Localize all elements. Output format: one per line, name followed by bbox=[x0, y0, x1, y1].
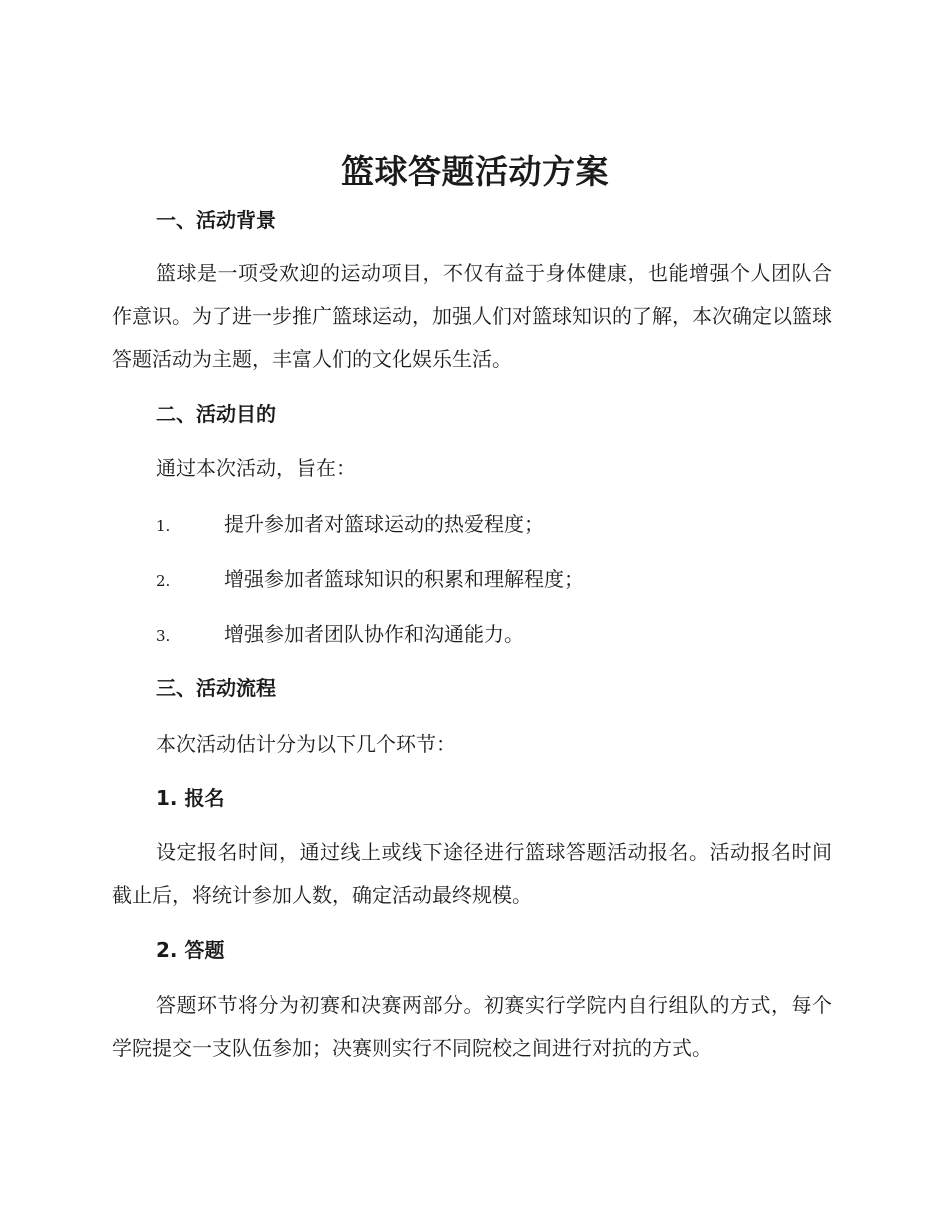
list-item-text: 提升参加者对篮球运动的热爱程度； bbox=[224, 512, 544, 536]
list-item-number: 2. bbox=[156, 572, 171, 590]
paragraph-registration: 设定报名时间，通过线上或线下途径进行篮球答题活动报名。活动报名时间截止后，将统计参加人数，确定活动最终规模。 bbox=[112, 840, 832, 907]
section-heading-background: 一、活动背景 bbox=[156, 208, 276, 232]
subsection-heading-registration: 1. 报名 bbox=[156, 786, 225, 810]
list-item bbox=[156, 620, 524, 650]
list-item-number: 1. bbox=[156, 517, 171, 535]
document-title: 篮球答题活动方案 bbox=[341, 152, 609, 191]
section-heading-purpose: 二、活动目的 bbox=[156, 402, 276, 426]
paragraph-quiz: 答题环节将分为初赛和决赛两部分。初赛实行学院内自行组队的方式，每个学院提交一支队伍参加；决赛则实行不同院校之间进行对抗的方式。 bbox=[112, 993, 832, 1060]
process-intro: 本次活动估计分为以下几个环节： bbox=[156, 732, 456, 756]
section-heading-process: 三、活动流程 bbox=[156, 676, 276, 700]
paragraph-background: 篮球是一项受欢迎的运动项目，不仅有益于身体健康，也能增强个人团队合作意识。为了进一步推广篮球运动，加强人们对篮球知识的了解，本次确定以篮球答题活动为主题，丰富人们的文化娱乐生活。 bbox=[112, 261, 832, 371]
list-item bbox=[156, 510, 544, 540]
list-item bbox=[156, 565, 584, 595]
list-item-number: 3. bbox=[156, 627, 171, 645]
subsection-heading-quiz: 2. 答题 bbox=[156, 938, 225, 962]
purpose-intro: 通过本次活动，旨在： bbox=[156, 456, 356, 480]
list-item-text: 增强参加者团队协作和沟通能力。 bbox=[224, 622, 524, 646]
list-item-text: 增强参加者篮球知识的积累和理解程度； bbox=[224, 567, 584, 591]
